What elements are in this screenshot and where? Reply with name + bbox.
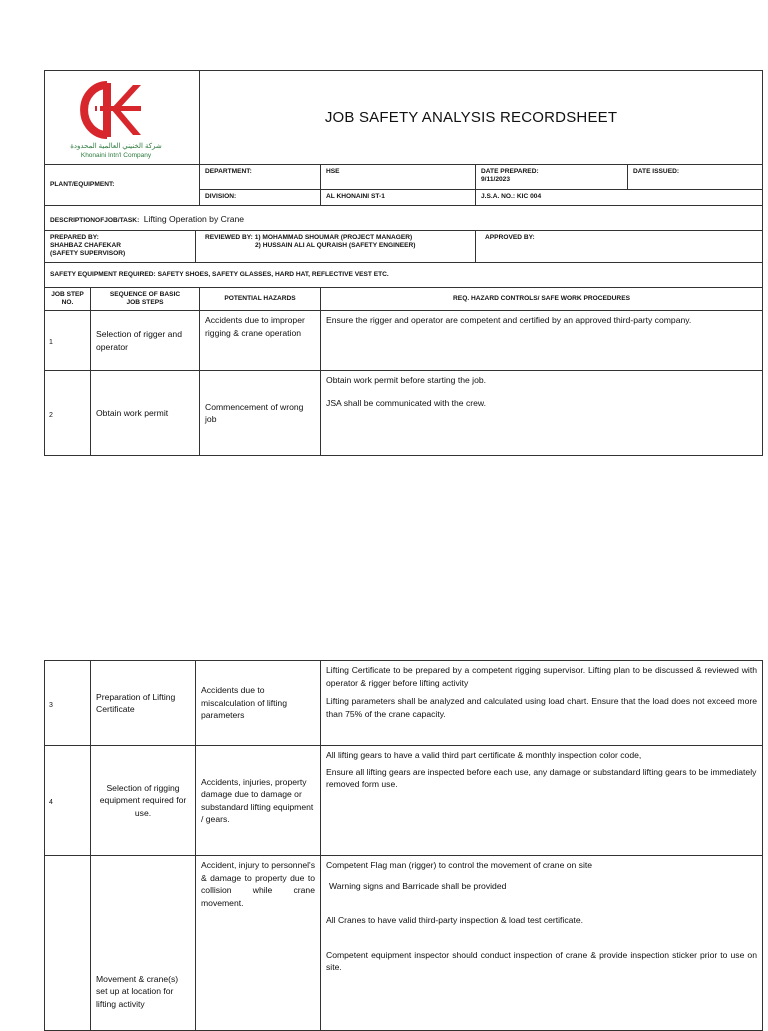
date-prepared-label: DATE PREPARED: — [481, 168, 539, 175]
reviewed-by-line-1: REVIEWED BY: 1) MOHAMMAD SHOUMAR (PROJECT MANAGER) — [205, 234, 413, 241]
job-description-cell — [45, 206, 763, 231]
control-text: Lifting parameters shall be analyzed and calculated using load chart. Ensure that the load does not exceed more than 75% of the crane capacity. — [326, 696, 757, 719]
step-no-cell — [45, 661, 91, 746]
jsa-number: J.S.A. NO.: KIC 004 — [481, 193, 542, 200]
division-cell — [200, 190, 321, 206]
control-text: Ensure the rigger and operator are competent and certified by an approved third-party company. — [326, 315, 692, 325]
controls-cell — [321, 746, 763, 856]
date-issued-label: DATE ISSUED: — [633, 168, 680, 175]
control-text: All Cranes to have valid third-party inspection & load test certificate. — [326, 915, 583, 925]
division-label: DIVISION: — [205, 193, 237, 200]
table-row — [45, 371, 763, 456]
controls-cell — [321, 311, 763, 371]
control-text: Competent equipment inspector should conduct inspection of crane & provide inspection sticker prior to use on site. — [326, 949, 757, 972]
department-label: DEPARTMENT: — [205, 168, 252, 175]
hazard-cell — [200, 311, 321, 371]
step-text: Preparation of Lifting Certificate — [96, 691, 176, 714]
job-description-value: Lifting Operation by Crane — [143, 214, 245, 224]
hazard-text: Accidents due to improper rigging & crane operation — [205, 315, 305, 338]
jsa-record-table-page-1 — [44, 70, 763, 456]
department-value-cell — [321, 165, 476, 190]
controls-cell — [321, 661, 763, 746]
reviewed-by-line-2: 2) HUSSAIN ALI AL QURAISH (SAFETY ENGINEER) — [255, 242, 416, 249]
control-text: Lifting Certificate to be prepared by a competent rigging supervisor. Lifting plan to be discussed & reviewed with operator & rigger before lifting activity — [326, 665, 757, 688]
col-header-controls-text: REQ. HAZARD CONTROLS/ SAFE WORK PROCEDURES — [453, 295, 630, 302]
step-no-cell — [45, 746, 91, 856]
step-cell — [91, 371, 200, 456]
hazard-cell — [196, 661, 321, 746]
col-header-hazards — [200, 288, 321, 311]
department-value: HSE — [326, 168, 340, 175]
step-no-cell — [45, 311, 91, 371]
controls-cell — [321, 856, 763, 1031]
prepared-by-role: (SAFETY SUPERVISOR) — [50, 250, 126, 257]
step-no: 2 — [49, 411, 53, 419]
hazard-text: Commencement of wrong job — [205, 401, 304, 424]
logo-arabic-text: شركة الخنيني العالمية المحدودة — [70, 143, 162, 150]
col-header-sequence-line-2: JOB STEPS — [126, 299, 164, 306]
col-header-step-no-line-1: JOB STEP — [51, 291, 84, 298]
hazard-cell — [196, 746, 321, 856]
job-description-label: DESCRIPTIONOFJOB/TASK: — [50, 217, 140, 224]
control-text: All lifting gears to have a valid third part certificate & monthly inspection color code, — [326, 750, 642, 760]
hazard-text: Accidents due to miscalculation of lifting parameters — [201, 685, 287, 721]
table-row — [45, 746, 763, 856]
control-text: Obtain work permit before starting the job. — [326, 375, 487, 385]
hazard-cell — [196, 856, 321, 1031]
approved-by-cell — [476, 231, 763, 263]
controls-cell — [321, 371, 763, 456]
reviewed-by-cell — [196, 231, 476, 263]
safety-equipment-cell — [45, 263, 763, 288]
logo-english-text: Khonaini Intn'l Company — [80, 152, 152, 159]
col-header-sequence — [91, 288, 200, 311]
step-no: 3 — [49, 701, 53, 709]
date-prepared-value: 9/11/2023 — [481, 176, 510, 183]
approved-by-label: APPROVED BY: — [485, 234, 535, 241]
step-cell — [91, 661, 196, 746]
hazard-text: Accident, injury to personnel's & damage to property due to collision while crane movement. — [201, 860, 315, 908]
company-logo — [77, 79, 143, 141]
division-value: AL KHONAINI ST-1 — [326, 193, 385, 200]
step-no: 4 — [49, 799, 53, 807]
step-text: Obtain work permit — [96, 407, 169, 418]
prepared-by-label: PREPARED BY: — [50, 234, 99, 241]
step-text: Selection of rigging equipment required for use. — [99, 782, 187, 818]
hazard-cell — [200, 371, 321, 456]
step-cell — [91, 856, 196, 1031]
table-row — [45, 856, 763, 1031]
plant-equipment-label: PLANT/EQUIPMENT: — [50, 181, 115, 188]
date-issued-cell — [628, 165, 763, 190]
step-cell — [91, 311, 200, 371]
step-no-cell — [45, 856, 91, 1031]
control-text: JSA shall be communicated with the crew. — [326, 397, 487, 408]
col-header-sequence-line-1: SEQUENCE OF BASIC — [109, 291, 181, 298]
table-row — [45, 661, 763, 746]
control-text: Warning signs and Barricade shall be provided — [329, 880, 507, 891]
prepared-by-cell — [45, 231, 196, 263]
title-cell — [200, 71, 763, 165]
step-no: 1 — [49, 339, 53, 347]
control-text: Ensure all lifting gears are inspected before each use, any damage or substandard lifting gears to be immediately removed form use. — [326, 766, 757, 789]
col-header-step-no — [45, 288, 91, 311]
safety-equipment-text: SAFETY EQUIPMENT REQUIRED: SAFETY SHOES, SAFETY GLASSES, HARD HAT, REFLECTIVE VEST ETC. — [50, 271, 389, 278]
step-cell — [91, 746, 196, 856]
date-prepared-cell — [476, 165, 628, 190]
step-text: Selection of rigger and operator — [96, 329, 182, 352]
division-value-cell — [321, 190, 476, 206]
kic-logo-icon — [77, 79, 143, 141]
prepared-by-name: SHAHBAZ CHAFEKAR — [50, 242, 122, 249]
col-header-controls — [321, 288, 763, 311]
step-no-cell — [45, 371, 91, 456]
jsa-number-cell — [476, 190, 763, 206]
col-header-hazards-text: POTENTIAL HAZARDS — [224, 295, 296, 302]
control-text: Competent Flag man (rigger) to control the movement of crane on site — [326, 860, 593, 870]
jsa-record-table-page-2 — [44, 660, 763, 1031]
table-row — [45, 311, 763, 371]
page-title: JOB SAFETY ANALYSIS RECORDSHEET — [324, 109, 618, 126]
step-text: Movement & crane(s) set up at location for lifting activity — [96, 973, 179, 1009]
plant-equipment-cell — [45, 165, 200, 206]
logo-cell — [45, 71, 200, 165]
col-header-step-no-line-2: NO. — [61, 299, 74, 306]
hazard-text: Accidents, injuries, property damage due to damage or substandard lifting equipment / gears. — [201, 776, 314, 824]
department-cell — [200, 165, 321, 190]
